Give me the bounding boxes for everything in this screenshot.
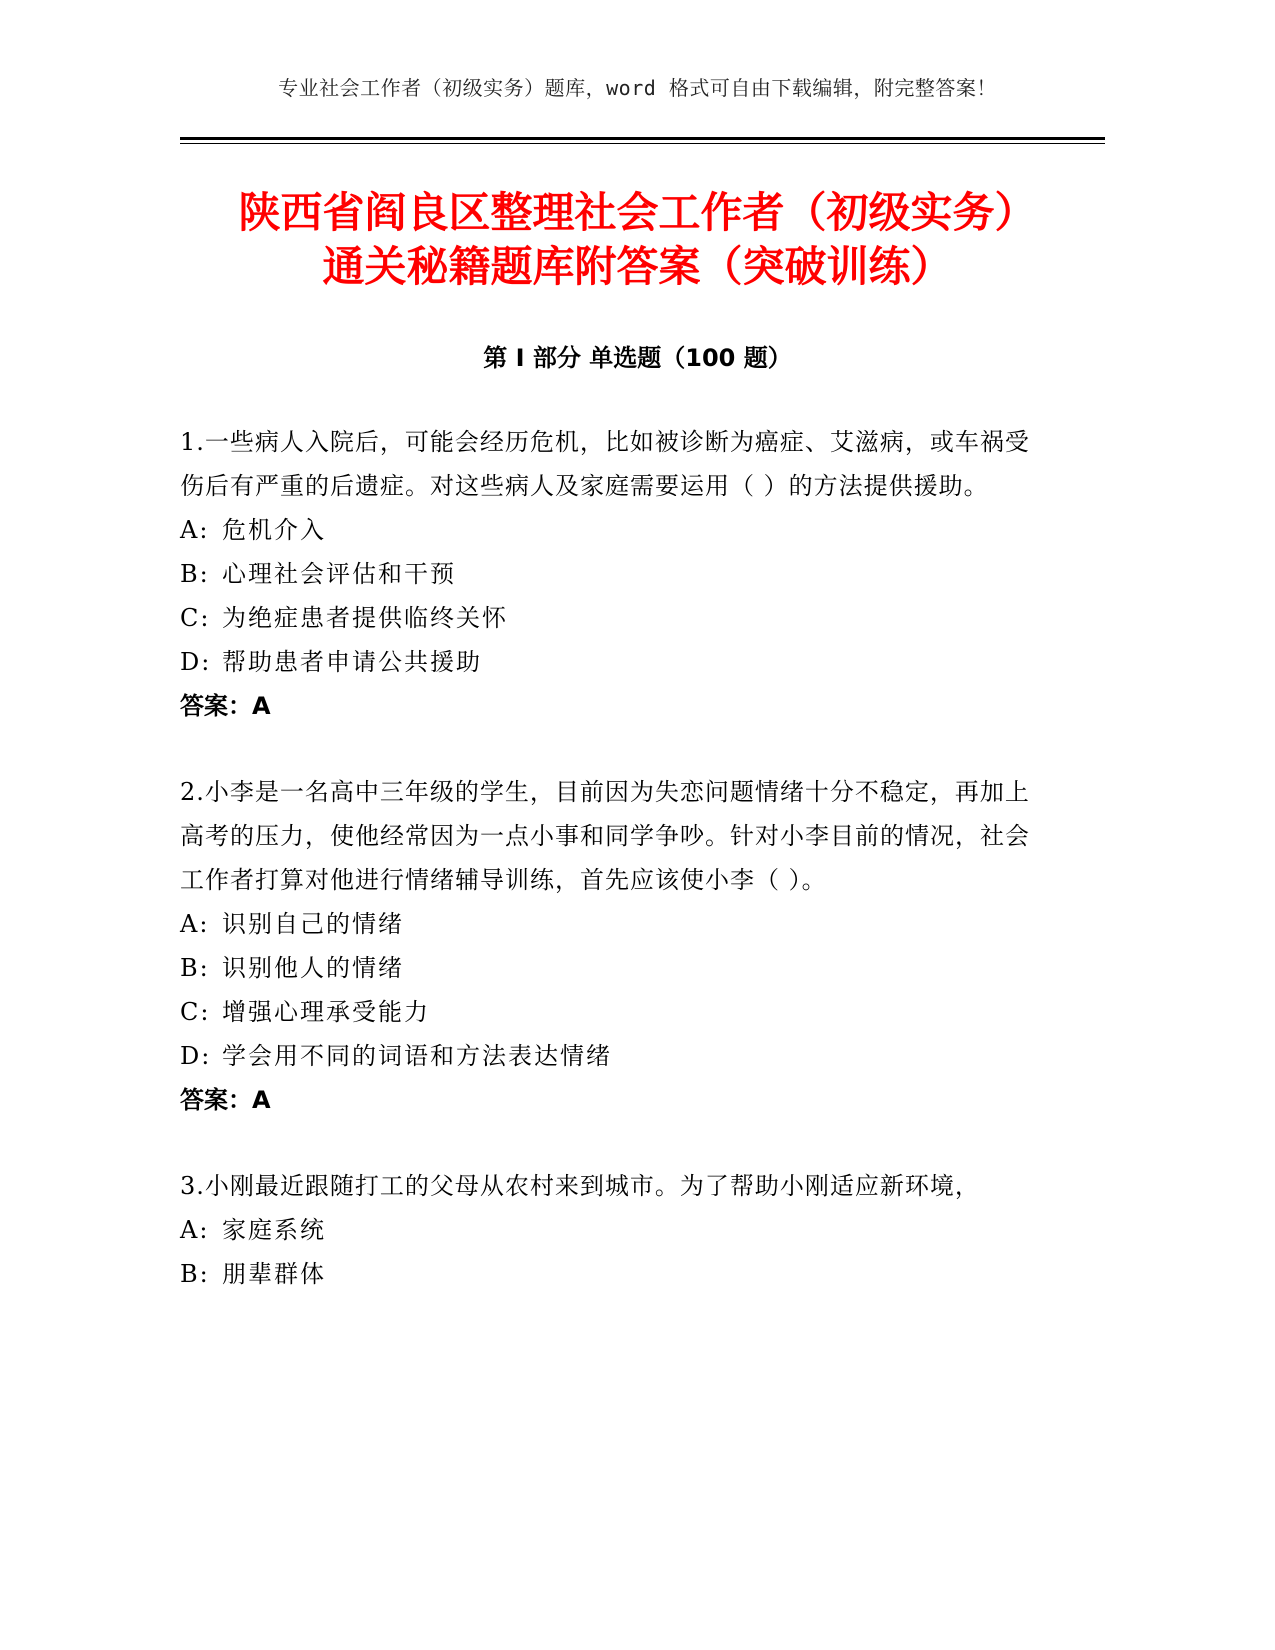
option-text: 为绝症患者提供临终关怀 (222, 604, 508, 632)
question-stem: 2.小李是一名高中三年级的学生，目前因为失恋问题情绪十分不稳定，再加上高考的压力，使他经常因为一点小事和同学争吵。针对小李目前的情况，社会工作者打算对他进行情绪辅导训练，首先应该使小李（ ）。 (180, 778, 1030, 894)
header-note: 专业社会工作者（初级实务）题库，word 格式可自由下载编辑，附完整答案！ (278, 76, 997, 100)
option-letter: D: (180, 1042, 212, 1070)
option-b (180, 552, 1030, 596)
option-d (180, 640, 1030, 684)
section-heading: 第 I 部分 单选题（100 题） (483, 344, 792, 372)
option-text: 朋辈群体 (222, 1260, 326, 1288)
question-3 (180, 1164, 1030, 1296)
option-text: 危机介入 (222, 516, 326, 544)
option-a (180, 508, 1030, 552)
option-c (180, 990, 1030, 1034)
header-rule-thin (180, 143, 1105, 144)
question-2 (180, 770, 1030, 1122)
question-stem: 1.一些病人入院后，可能会经历危机，比如被诊断为癌症、艾滋病，或车祸受伤后有严重的后遗症。对这些病人及家庭需要运用（ ）的方法提供援助。 (180, 428, 1030, 500)
option-text: 家庭系统 (222, 1216, 326, 1244)
answer: 答案：A (180, 1086, 271, 1114)
document-title (0, 186, 1275, 294)
option-letter: C: (180, 604, 211, 632)
title-line-1: 陕西省阎良区整理社会工作者（初级实务） (238, 188, 1037, 237)
option-text: 识别他人的情绪 (222, 954, 404, 982)
option-text: 识别自己的情绪 (222, 910, 404, 938)
option-b (180, 1252, 1030, 1296)
option-b (180, 946, 1030, 990)
option-letter: B: (180, 954, 210, 982)
option-letter: A: (180, 910, 210, 938)
option-letter: B: (180, 560, 210, 588)
header-rule-thick (180, 137, 1105, 140)
question-list (180, 420, 1030, 1338)
option-d (180, 1034, 1030, 1078)
option-letter: A: (180, 1216, 210, 1244)
option-letter: C: (180, 998, 211, 1026)
option-text: 增强心理承受能力 (222, 998, 430, 1026)
option-text: 心理社会评估和干预 (222, 560, 456, 588)
option-c (180, 596, 1030, 640)
option-text: 学会用不同的词语和方法表达情绪 (222, 1042, 612, 1070)
question-stem: 3.小刚最近跟随打工的父母从农村来到城市。为了帮助小刚适应新环境， (180, 1172, 980, 1200)
option-text: 帮助患者申请公共援助 (222, 648, 482, 676)
option-letter: D: (180, 648, 212, 676)
option-letter: B: (180, 1260, 210, 1288)
question-1 (180, 420, 1030, 728)
option-a (180, 902, 1030, 946)
title-line-2: 通关秘籍题库附答案（突破训练） (322, 242, 953, 291)
answer: 答案：A (180, 692, 271, 720)
option-letter: A: (180, 516, 210, 544)
option-a (180, 1208, 1030, 1252)
